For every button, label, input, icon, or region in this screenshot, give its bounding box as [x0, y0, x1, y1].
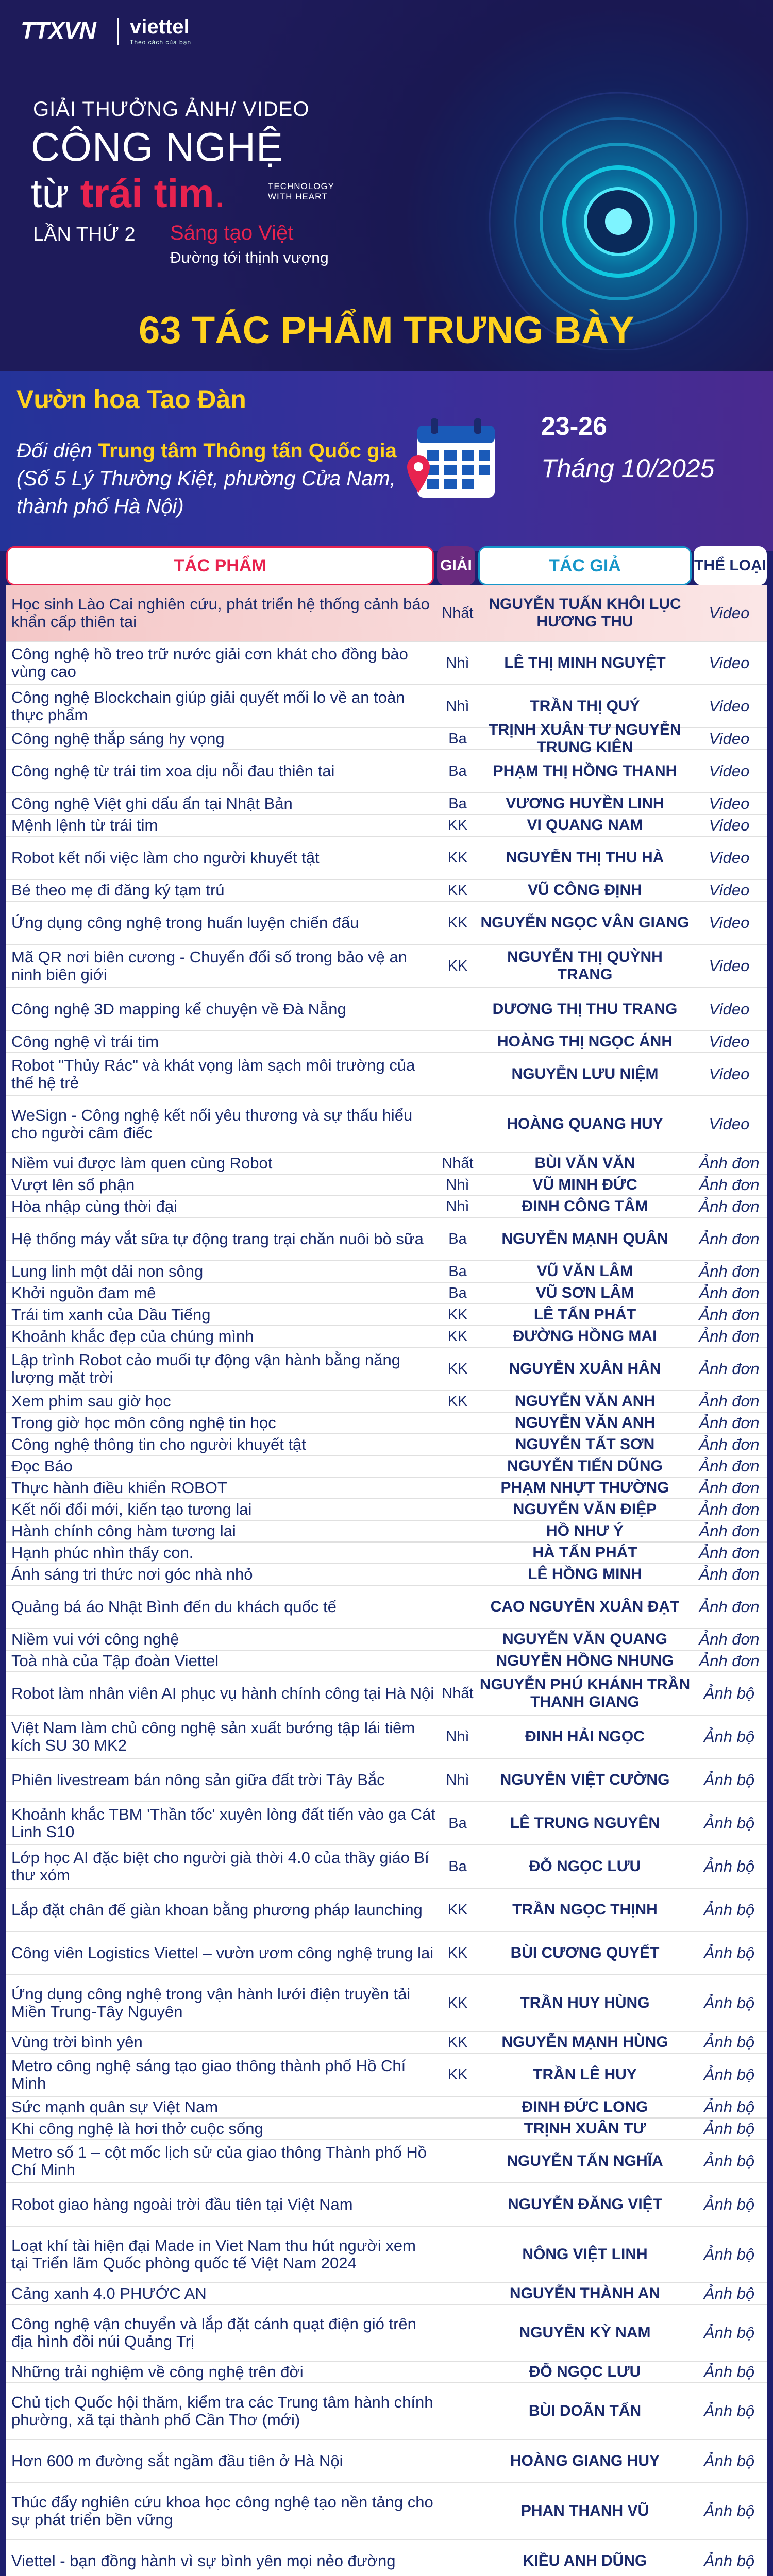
theme-subtitle: Đường tới thịnh vượng: [170, 249, 329, 266]
type-cell: Ảnh bộ: [703, 2120, 755, 2138]
work-cell: Việt Nam làm chủ công nghệ sản xuất bướng tập lái tiêm kích SU 30 MK2: [11, 1719, 415, 1754]
author-cell: TRẦN NGỌC THỊNH: [512, 1901, 658, 1918]
table-row: [6, 1053, 767, 1096]
work-cell: Cảng xanh 4.0 PHƯỚC AN: [11, 2284, 207, 2302]
award-cell: KK: [447, 882, 468, 899]
title-line3-highlight: trái tim: [80, 171, 214, 216]
work-cell: Robot làm nhân viên AI phục vụ hành chính công tại Hà Nội: [11, 1684, 434, 1702]
table-row: [6, 1391, 767, 1413]
table-row: [6, 750, 767, 793]
author-cell: VI QUANG NAM: [527, 817, 643, 834]
tech-line1: TECHNOLOGY: [268, 181, 335, 191]
table-row: [6, 2097, 767, 2119]
work-cell: Học sinh Lào Cai nghiên cứu, phát triển hệ thống cảnh báo khẩn cấp thiên tai: [11, 595, 430, 631]
award-cell: Ba: [448, 1263, 467, 1280]
work-cell: Lập trình Robot cảo muối tự động vận hành bằng năng lượng mặt trời: [11, 1351, 400, 1386]
work-cell: Đọc Báo: [11, 1457, 73, 1475]
table-row: [6, 721, 767, 756]
author-cell: VŨ CÔNG ĐỊNH: [528, 882, 642, 899]
author-cell: ĐINH HẢI NGỌC: [525, 1728, 645, 1745]
table-row: [6, 1456, 767, 1478]
author-cell: VƯƠNG HUYỀN LINH: [506, 795, 664, 812]
table-row: [6, 1175, 767, 1196]
work-cell: Toà nhà của Tập đoàn Viettel: [11, 1652, 219, 1670]
table-row: [6, 1889, 767, 1932]
award-cell: Ba: [448, 1815, 467, 1832]
type-cell: Ảnh bộ: [703, 1814, 755, 1832]
type-cell: Ảnh bộ: [703, 2552, 755, 2570]
author-cell: ĐINH ĐỨC LONG: [522, 2098, 648, 2115]
work-cell: Mệnh lệnh từ trái tim: [11, 816, 158, 834]
work-cell: Vượt lên số phận: [11, 1176, 135, 1194]
work-cell: Hành chính công hàm tương lai: [11, 1522, 236, 1540]
author-cell: VŨ VĂN LÂM: [536, 1263, 633, 1280]
author-cell: NGUYỄN HỒNG NHUNG: [496, 1652, 674, 1669]
table-row: [6, 1096, 767, 1153]
author-cell: VŨ MINH ĐỨC: [532, 1176, 637, 1193]
work-cell: Viettel - bạn đồng hành vì sự bình yên mọi nẻo đường: [11, 2552, 396, 2570]
author-cell: NGUYỄN PHÚ KHÁNH TRẦN THANH GIANG: [479, 1676, 691, 1710]
type-cell: Ảnh đơn: [699, 1457, 760, 1475]
type-cell: Ảnh bộ: [703, 2284, 755, 2302]
award-cell: KK: [447, 2033, 468, 2050]
award-cell: Nhất: [442, 1155, 474, 1172]
award-cell: KK: [447, 957, 468, 974]
type-cell: Ảnh đơn: [699, 1230, 760, 1248]
logo-divider: [117, 18, 119, 45]
venue-name: Vườn hoa Tao Đàn: [16, 385, 246, 414]
award-cell: Nhì: [446, 698, 469, 715]
award-cell: Ba: [448, 1230, 467, 1247]
author-cell: NGUYỄN VĂN QUANG: [502, 1631, 668, 1648]
type-cell: Ảnh đơn: [699, 1652, 760, 1670]
table-row: [6, 2540, 767, 2576]
table-row: [6, 1521, 767, 1543]
type-cell: Ảnh đơn: [699, 1197, 760, 1215]
type-cell: Ảnh bộ: [703, 2324, 755, 2342]
work-cell: Trái tim xanh của Dầu Tiếng: [11, 1306, 211, 1324]
work-cell: Lớp học AI đặc biệt cho người già thời 4.0 của thầy giáo Bí thư xóm: [11, 1849, 429, 1884]
ttxvn-logo: TTXVN: [21, 17, 96, 44]
opposite-prefix: Đối diện: [16, 439, 92, 462]
table-row: [6, 2140, 767, 2183]
table-row: [6, 2383, 767, 2440]
table-row: [6, 1348, 767, 1391]
award-cell: Nhì: [446, 1176, 469, 1193]
work-cell: Hạnh phúc nhìn thấy con.: [11, 1544, 194, 1562]
works-table: [0, 546, 773, 2576]
type-cell: Video: [709, 881, 750, 899]
table-row: [6, 1196, 767, 1218]
work-cell: Metro công nghệ sáng tạo giao thông thành phố Hồ Chí Minh: [11, 2057, 406, 2092]
work-cell: Khoảnh khắc TBM 'Thần tốc' xuyên lòng đất tiến vào ga Cát Linh S10: [11, 1805, 435, 1841]
author-cell: NGUYỄN TUẤN KHÔI LỤC HƯƠNG THU: [489, 596, 681, 630]
table-row: [6, 1651, 767, 1672]
table-row: [6, 1543, 767, 1564]
author-cell: HOÀNG THỊ NGỌC ÁNH: [497, 1033, 673, 1050]
type-cell: Video: [709, 913, 750, 931]
type-cell: Ảnh đơn: [699, 1306, 760, 1324]
table-row: [6, 1261, 767, 1283]
author-cell: TRỊNH XUÂN TƯ: [524, 2120, 646, 2137]
work-cell: Trong giờ học môn công nghệ tin học: [11, 1414, 276, 1432]
work-cell: WeSign - Công nghệ kết nối yêu thương và sự thấu hiểu cho người câm điếc: [11, 1106, 413, 1142]
title-line3-prefix: từ: [31, 171, 69, 216]
table-row: [6, 793, 767, 815]
type-cell: Video: [709, 1115, 750, 1133]
type-cell: Video: [709, 1032, 750, 1050]
table-row: [6, 1932, 767, 1975]
type-cell: Ảnh bộ: [703, 1684, 755, 1702]
theme-label: Sáng tạo Việt: [170, 222, 294, 244]
type-cell: Video: [709, 697, 750, 715]
type-cell: Video: [709, 849, 750, 867]
event-days: 23-26: [541, 412, 607, 440]
work-cell: Hơn 600 m đường sắt ngầm đầu tiên ở Hà Nội: [11, 2452, 343, 2470]
calendar-icon: [397, 410, 515, 513]
work-cell: Quảng bá áo Nhật Bình đến du khách quốc tế: [11, 1598, 337, 1616]
author-cell: HOÀNG QUANG HUY: [507, 1115, 663, 1132]
works-count: [0, 308, 773, 352]
type-cell: Ảnh bộ: [703, 1944, 755, 1962]
author-cell: NGUYỄN THỊ THU HÀ: [506, 849, 664, 866]
type-cell: Ảnh đơn: [699, 1630, 760, 1648]
author-cell: PHAN THANH VŨ: [520, 2502, 649, 2519]
type-cell: Ảnh đơn: [699, 1284, 760, 1302]
table-row: [6, 815, 767, 837]
table-row: [6, 1304, 767, 1326]
work-cell: Kết nối đổi mới, kiến tạo tương lai: [11, 1500, 252, 1518]
work-cell: Mã QR nơi biên cương - Chuyển đổi số trong bảo vệ an ninh biên giới: [11, 948, 407, 984]
table-row: [6, 1413, 767, 1434]
author-cell: TRẦN HUY HÙNG: [520, 1994, 650, 2011]
author-cell: CAO NGUYỄN XUÂN ĐẠT: [490, 1598, 680, 1615]
author-cell: TRỊNH XUÂN TƯ NGUYỄN TRUNG KIÊN: [489, 721, 681, 756]
work-cell: Thúc đẩy nghiên cứu khoa học công nghệ tạo nền tảng cho sự phát triển bền vững: [11, 2493, 433, 2529]
title-line2: CÔNG NGHỆ: [31, 124, 284, 170]
award-cell: KK: [447, 1360, 468, 1377]
table-row: [6, 902, 767, 945]
award-cell: Ba: [448, 762, 467, 779]
work-cell: Loạt khí tài hiện đại Made in Viet Nam thu hút người xem tại Triển lãm Quốc phòng quốc tế Việt Nam 2024: [11, 2236, 416, 2272]
award-cell: Nhì: [446, 654, 469, 671]
work-cell: Xem phim sau giờ học: [11, 1392, 171, 1410]
works-count-text: TÁC PHẨM TRƯNG BÀY: [191, 309, 634, 351]
type-cell: Ảnh đơn: [699, 1262, 760, 1280]
type-cell: Ảnh bộ: [703, 1994, 755, 2012]
award-cell: Nhất: [442, 604, 474, 621]
title-line1: GIẢI THƯỞNG ẢNH/ VIDEO: [33, 98, 310, 121]
type-cell: Video: [709, 1065, 750, 1083]
work-cell: Công nghệ 3D mapping kể chuyện về Đà Nẵng: [11, 1000, 346, 1018]
type-cell: Ảnh bộ: [703, 2098, 755, 2116]
author-cell: NGUYỄN NGỌC VÂN GIANG: [480, 914, 690, 931]
award-cell: Ba: [448, 1284, 467, 1301]
work-cell: Sức mạnh quân sự Việt Nam: [11, 2098, 219, 2116]
type-cell: Ảnh bộ: [703, 2452, 755, 2470]
work-cell: Ứng dụng công nghệ trong huấn luyện chiến đấu: [11, 913, 359, 931]
type-cell: Ảnh bộ: [703, 1857, 755, 1875]
type-cell: Ảnh đơn: [699, 1500, 760, 1518]
author-cell: NGUYỄN LƯU NIỆM: [511, 1065, 659, 1082]
type-cell: Ảnh đơn: [699, 1522, 760, 1540]
type-cell: Video: [709, 1000, 750, 1018]
work-cell: Công nghệ vì trái tim: [11, 1032, 159, 1050]
work-cell: Robot giao hàng ngoài trời đầu tiên tại Việt Nam: [11, 2195, 353, 2213]
author-cell: BÙI CƯƠNG QUYẾT: [510, 1944, 660, 1961]
author-cell: NGUYỄN TẤN NGHĨA: [507, 2153, 663, 2170]
exhibition-info: [0, 371, 773, 551]
type-cell: Ảnh đơn: [699, 1327, 760, 1345]
type-cell: Ảnh bộ: [703, 2245, 755, 2263]
award-cell: Nhất: [442, 1685, 474, 1702]
type-cell: Video: [709, 816, 750, 834]
work-cell: Công viên Logistics Viettel – vườn ươm công nghệ trung lai: [11, 1944, 434, 1962]
work-cell: Hòa nhập cùng thời đại: [11, 1197, 177, 1215]
author-cell: NGUYỄN KỲ NAM: [519, 2324, 651, 2341]
work-cell: Công nghệ vận chuyển và lắp đặt cánh quạt điện gió trên địa hình đồi núi Quảng Trị: [11, 2315, 416, 2350]
table-row: [6, 988, 767, 1031]
viettel-logo: [130, 15, 191, 46]
work-cell: Lắp đặt chân đế giàn khoan bằng phương pháp launching: [11, 1901, 423, 1919]
author-cell: TRẦN LÊ HUY: [533, 2066, 637, 2083]
award-cell: KK: [447, 2066, 468, 2083]
table-row: [6, 1629, 767, 1651]
table-row: [6, 2440, 767, 2483]
viettel-tagline: Theo cách của bạn: [130, 39, 192, 46]
work-cell: Robot kết nối việc làm cho người khuyết tật: [11, 849, 320, 867]
award-cell: KK: [447, 1328, 468, 1345]
header-author: TÁC GIẢ: [478, 546, 692, 585]
author-cell: NGUYỄN THÀNH AN: [509, 2285, 661, 2302]
table-row: [6, 1716, 767, 1759]
author-cell: NGUYỄN VIỆT CƯỜNG: [500, 1771, 670, 1788]
award-cell: KK: [447, 1944, 468, 1961]
work-cell: Khoảnh khắc đẹp của chúng mình: [11, 1327, 254, 1345]
author-cell: LÊ TẤN PHÁT: [533, 1306, 636, 1323]
table-body: [6, 585, 767, 2576]
work-cell: Niềm vui được làm quen cùng Robot: [11, 1154, 273, 1172]
table-row: [6, 1478, 767, 1499]
type-cell: Ảnh bộ: [703, 2065, 755, 2083]
type-cell: Video: [709, 794, 750, 812]
author-cell: NÔNG VIỆT LINH: [522, 2246, 648, 2263]
table-row: [6, 1975, 767, 2032]
header-work: TÁC PHẨM: [6, 546, 434, 585]
table-row: [6, 1802, 767, 1845]
author-cell: ĐỖ NGỌC LƯU: [529, 2363, 641, 2380]
type-cell: Ảnh bộ: [703, 2152, 755, 2170]
author-cell: LÊ HỒNG MINH: [528, 1566, 642, 1583]
table-row: [6, 2362, 767, 2383]
table-row: [6, 1672, 767, 1716]
author-cell: NGUYỄN VĂN ĐIỆP: [513, 1501, 657, 1518]
table-row: [6, 837, 767, 880]
work-cell: Robot "Thủy Rác" và khát vọng làm sạch môi trường của thế hệ trẻ: [11, 1056, 415, 1092]
table-row: [6, 1759, 767, 1802]
type-cell: Ảnh đơn: [699, 1565, 760, 1583]
table-row: [6, 1218, 767, 1261]
type-cell: Ảnh đơn: [699, 1392, 760, 1410]
tech-tagline: [268, 181, 334, 202]
table-row: [6, 2305, 767, 2362]
award-cell: KK: [447, 1901, 468, 1918]
type-cell: Ảnh đơn: [699, 1154, 760, 1172]
type-cell: Ảnh bộ: [703, 1727, 755, 1745]
author-cell: HOÀNG GIANG HUY: [510, 2452, 660, 2469]
table-row: [6, 642, 767, 685]
work-cell: Lung linh một dải non sông: [11, 1262, 204, 1280]
author-cell: NGUYỄN VĂN ANH: [514, 1414, 656, 1431]
work-cell: Ứng dụng công nghệ trong vận hành lưới điện truyền tải Miền Trung-Tây Nguyên: [11, 1985, 411, 2021]
table-row: [6, 1564, 767, 1586]
work-cell: Công nghệ từ trái tim xoa dịu nỗi đau thiên tai: [11, 762, 335, 780]
title-line3: [31, 170, 225, 217]
award-cell: Nhì: [446, 1771, 469, 1788]
type-cell: Video: [709, 762, 750, 780]
table-row: [6, 2227, 767, 2283]
author-cell: NGUYỄN MẠNH QUÂN: [501, 1230, 668, 1247]
author-cell: BÙI VĂN VĂN: [534, 1155, 635, 1172]
author-cell: PHẠM NHỰT THƯỜNG: [500, 1479, 669, 1496]
work-cell: Chủ tịch Quốc hội thăm, kiểm tra các Trung tâm hành chính phường, xã tại thành phố Cần Thơ (mới): [11, 2393, 433, 2429]
type-cell: Ảnh bộ: [703, 2195, 755, 2213]
author-cell: VŨ SƠN LÂM: [535, 1284, 634, 1301]
work-cell: Metro số 1 – cột mốc lịch sử của giao thông Thành phố Hồ Chí Minh: [11, 2143, 427, 2179]
award-cell: KK: [447, 817, 468, 834]
author-cell: NGUYỄN TẤT SƠN: [515, 1436, 655, 1453]
work-cell: Công nghệ thắp sáng hy vọng: [11, 730, 225, 748]
type-cell: Ảnh bộ: [703, 2402, 755, 2420]
author-cell: LÊ TRUNG NGUYÊN: [510, 1815, 660, 1832]
type-cell: Ảnh đơn: [699, 1544, 760, 1562]
title-dot: .: [214, 171, 226, 216]
author-cell: HÀ TẤN PHÁT: [532, 1544, 637, 1561]
award-cell: KK: [447, 914, 468, 931]
type-cell: Ảnh đơn: [699, 1176, 760, 1194]
table-row: [6, 2032, 767, 2054]
award-cell: KK: [447, 1306, 468, 1323]
hero-banner: [0, 0, 773, 371]
author-cell: NGUYỄN THỊ QUỲNH TRANG: [507, 948, 663, 983]
table-row: [6, 1499, 767, 1521]
author-cell: NGUYỄN ĐĂNG VIỆT: [507, 2196, 663, 2213]
award-cell: Ba: [448, 730, 467, 747]
table-row: [6, 1434, 767, 1456]
table-row: [6, 2054, 767, 2097]
author-cell: ĐINH CÔNG TÂM: [522, 1198, 648, 1215]
work-cell: Khởi nguồn đam mê: [11, 1284, 156, 1302]
type-cell: Ảnh bộ: [703, 2363, 755, 2381]
type-cell: Video: [709, 957, 750, 975]
venue-address: (Số 5 Lý Thường Kiệt, phường Cửa Nam, thành phố Hà Nội): [16, 467, 396, 518]
table-row: [6, 1153, 767, 1175]
type-cell: Ảnh đơn: [699, 1598, 760, 1616]
type-cell: Ảnh bộ: [703, 2033, 755, 2051]
author-cell: NGUYỄN VĂN ANH: [514, 1393, 656, 1410]
venue-location: [16, 437, 398, 520]
type-cell: Ảnh bộ: [703, 2502, 755, 2520]
table-row: [6, 880, 767, 902]
work-cell: Công nghệ Blockchain giúp giải quyết mối lo về an toàn thực phẩm: [11, 688, 405, 724]
table-row: [6, 2483, 767, 2540]
award-cell: KK: [447, 1393, 468, 1410]
work-cell: Công nghệ hồ treo trữ nước giải cơn khát cho đồng bào vùng cao: [11, 645, 408, 681]
work-cell: Thực hành điều khiển ROBOT: [11, 1479, 227, 1497]
table-row: [6, 1586, 767, 1629]
edition-label: LẦN THỨ 2: [33, 224, 136, 245]
table-row: [6, 2183, 767, 2227]
type-cell: Ảnh đơn: [699, 1360, 760, 1378]
work-cell: Công nghệ Việt ghi dấu ấn tại Nhật Bản: [11, 794, 293, 812]
type-cell: Ảnh bộ: [703, 1901, 755, 1919]
award-cell: KK: [447, 849, 468, 866]
type-cell: Video: [709, 604, 750, 622]
award-cell: Ba: [448, 795, 467, 812]
work-cell: Phiên livestream bán nông sản giữa đất trời Tây Bắc: [11, 1771, 385, 1789]
type-cell: Ảnh đơn: [699, 1479, 760, 1497]
award-cell: Ba: [448, 1858, 467, 1875]
header-award: GIẢI: [437, 546, 475, 585]
table-row: [6, 2283, 767, 2305]
author-cell: BÙI DOÃN TẤN: [528, 2402, 642, 2419]
viettel-logo-text: viettel: [130, 15, 190, 38]
type-cell: Ảnh đơn: [699, 1435, 760, 1453]
award-cell: Nhì: [446, 1728, 469, 1745]
type-cell: Ảnh đơn: [699, 1414, 760, 1432]
table-row: [6, 585, 767, 642]
author-cell: DƯƠNG THỊ THU TRANG: [492, 1001, 678, 1018]
type-cell: Video: [709, 654, 750, 672]
author-cell: HỒ NHƯ Ý: [546, 1522, 624, 1539]
author-cell: PHẠM THỊ HỒNG THANH: [493, 762, 677, 779]
header-type: THỂ LOẠI: [694, 546, 767, 585]
event-month: Tháng 10/2025: [541, 454, 715, 483]
work-cell: Những trải nghiệm về công nghệ trên đời: [11, 2363, 304, 2381]
work-cell: Bé theo mẹ đi đăng ký tạm trú: [11, 881, 225, 899]
author-cell: KIỀU ANH DŨNG: [523, 2552, 647, 2569]
work-cell: Công nghệ thông tin cho người khuyết tật: [11, 1435, 306, 1453]
award-cell: Nhì: [446, 1198, 469, 1215]
author-cell: ĐƯỜNG HỒNG MAI: [513, 1328, 657, 1345]
author-cell: NGUYỄN TIẾN DŨNG: [507, 1458, 663, 1475]
works-count-number: 63: [139, 309, 181, 351]
opposite-name: Trung tâm Thông tấn Quốc gia: [97, 439, 397, 462]
author-cell: NGUYỄN XUÂN HÂN: [509, 1360, 661, 1377]
work-cell: Niềm vui với công nghệ: [11, 1630, 179, 1648]
award-cell: KK: [447, 1994, 468, 2011]
table-row: [6, 1031, 767, 1053]
table-row: [6, 1283, 767, 1304]
author-cell: ĐỖ NGỌC LƯU: [529, 1858, 641, 1875]
tech-line2: WITH HEART: [268, 192, 328, 201]
work-cell: Khi công nghệ là hơi thở cuộc sống: [11, 2120, 263, 2138]
table-row: [6, 1845, 767, 1889]
type-cell: Ảnh bộ: [703, 1771, 755, 1789]
work-cell: Ánh sáng tri thức nơi góc nhà nhỏ: [11, 1565, 253, 1583]
table-row: [6, 2119, 767, 2140]
author-cell: TRẦN THỊ QUÝ: [530, 698, 640, 715]
type-cell: Video: [709, 730, 750, 748]
work-cell: Vùng trời bình yên: [11, 2033, 143, 2051]
work-cell: Hệ thống máy vắt sữa tự động trang trại chăn nuôi bò sữa: [11, 1230, 424, 1248]
author-cell: LÊ THỊ MINH NGUYỆT: [504, 654, 666, 671]
table-row: [6, 1326, 767, 1348]
table-row: [6, 945, 767, 988]
author-cell: NGUYỄN MẠNH HÙNG: [501, 2033, 668, 2050]
